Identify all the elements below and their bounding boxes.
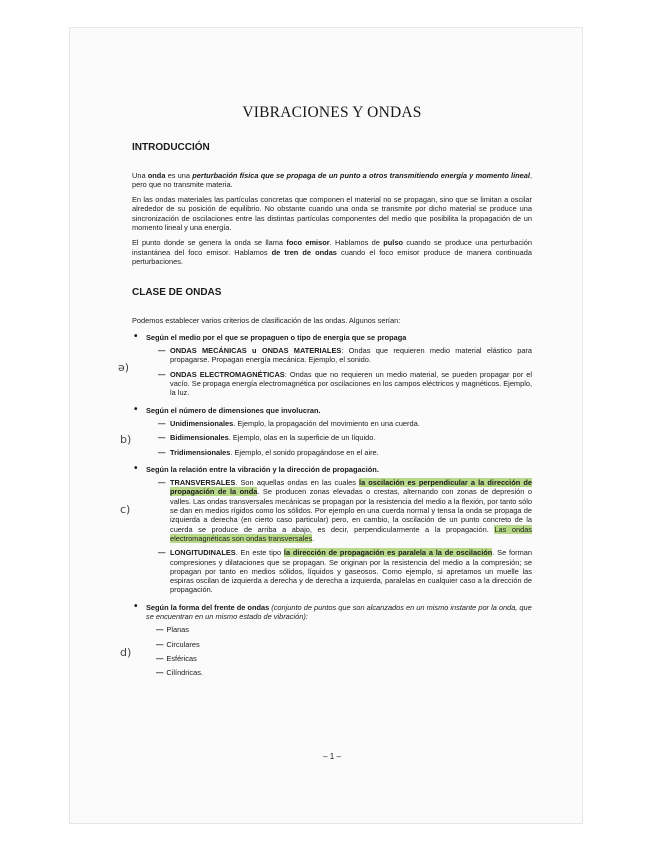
criterion-frente: • Según la forma del frente de ondas (conjunto de puntos que son alcanzados en un mismo instante por la onda, que se encuentran en un mismo estado de vibración): xyxy=(132,603,532,622)
section-heading-intro: INTRODUCCIÓN xyxy=(132,142,210,154)
handwritten-mark: ə) xyxy=(118,361,130,374)
shape-item: — Planas xyxy=(156,625,189,635)
shape-item: — Esféricas xyxy=(156,653,197,663)
intro-paragraph-2: En las ondas materiales las partículas concretas que componen el material no se propagan, sino que se limitan a oscilar alrededor de su posición de equilibrio. No obstante cuando una onda se transmite por dicho material se produce una sincronización de oscilaciones entre las distintas partículas componentes del medio que posibilita la propagación de un momento lineal y una energía. xyxy=(132,195,532,233)
shape-item: — Circulares xyxy=(156,639,200,649)
item-ondas-electromagneticas: — ONDAS ELECTROMAGNÉTICAS: Ondas que no requieren un medio material, se pueden propagar por el vacío. Se propaga energía electromagnética por oscilaciones en los campos eléctricos y magnéticos. Ejemplo, la luz. xyxy=(158,369,532,398)
handwritten-mark: c) xyxy=(120,503,131,516)
handwritten-mark: b) xyxy=(120,433,132,446)
page-number: – 1 – xyxy=(323,752,341,761)
item-bidimensionales: — Bidimensionales. Ejemplo, olas en la superficie de un líquido. xyxy=(158,433,376,443)
handwritten-mark: d) xyxy=(120,646,132,659)
section-heading-clase: CLASE DE ONDAS xyxy=(132,287,222,299)
intro-paragraph-3: El punto donde se genera la onda se llama foco emisor. Hablamos de pulso cuando se produce una perturbación instantánea del foco emisor. Hablamos de tren de ondas cuando el foco emisor produce de manera continuada perturbaciones. xyxy=(132,238,533,266)
item-transversales: — TRANSVERSALES. Son aquellas ondas en las cuales la oscilación es perpendicular a la dirección de propagación de la onda. Se producen zonas elevadas o crestas, alternando con zonas de depresión o valles. Las ondas transversales mecánicas se propagan por la resistencia del medio a la flexión, por tanto sólo se dan en medios rígidos como los sólidos. Por ejemplo en una cuerda normal y tensa la onda se propaga de izquierda a derecha (en cierto caso particular) pero, en cambio, la oscilación de un punto concreto de la cuerda se produce de arriba a abajo, es decir, perpendicularmente a la propagación. Las ondas electromagnéticas son ondas transversales. xyxy=(158,478,533,543)
document-body xyxy=(132,104,533,761)
item-longitudinales: — LONGITUDINALES. En este tipo la dirección de propagación es paralela a la de oscilación. Se forman compresiones y dilataciones que se propagan. Se originan por la resistencia del medio a la compresión; se propagan por tanto en medios sólidos, líquidos y gaseosos. Como ejemplo, si apretamos un muelle las espiras oscilan de izquierda a derecha y de derecha a izquierda, paralelas en cualquier caso a la dirección de propagación. xyxy=(158,548,532,595)
clase-intro: Podemos establecer varios criterios de clasificación de las ondas. Algunos serían: xyxy=(132,315,401,325)
criterion-dimensiones: • Según el número de dimensiones que involucran. xyxy=(132,406,532,415)
criterion-relacion: • Según la relación entre la vibración y la dirección de propagación. xyxy=(132,465,532,474)
item-tridimensionales: — Tridimensionales. Ejemplo, el sonido propagándose en el aire. xyxy=(158,447,379,457)
shape-item: — Cilíndricas. xyxy=(156,668,203,678)
item-unidimensionales: — Unidimensionales. Ejemplo, la propagación del movimiento en una cuerda. xyxy=(158,418,420,428)
item-ondas-mecanicas: — ONDAS MECÁNICAS u ONDAS MATERIALES: Ondas que requieren medio material elástico para propagarse. Propagan energía mecánica. Ejemplo, el sonido. xyxy=(158,346,532,365)
criterion-medio: • Según el medio por el que se propaguen o tipo de energía que se propaga xyxy=(132,333,532,342)
page-title: VIBRACIONES Y ONDAS xyxy=(242,104,422,121)
intro-paragraph-1: Una onda es una perturbación física que se propaga de un punto a otros transmitiendo energía y momento lineal, pero que no transmite materia. xyxy=(132,170,533,189)
